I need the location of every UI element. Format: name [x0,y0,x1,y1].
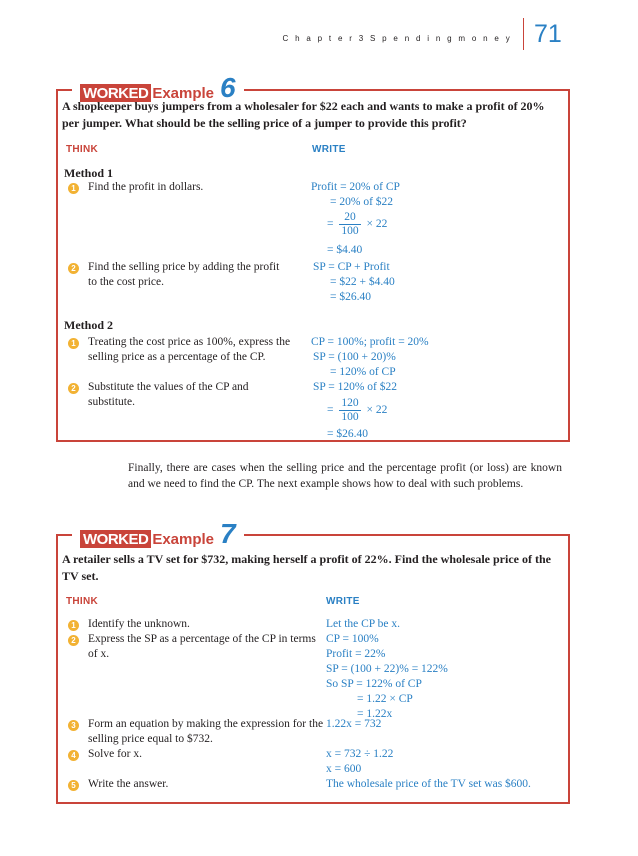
example-number: 6 [220,72,236,103]
step-text: Treating the cost price as 100%, express the selling price as a percentage of the CP. [88,336,291,363]
solution-line: = 20% of $22 [330,196,394,208]
step-text: Substitute the values of the CP and substitute. [88,381,249,408]
worked-example-7-title [72,518,244,548]
step-text: Identify the unknown. [88,618,190,630]
solution-line: Let the CP be x. [326,618,400,630]
header-divider [523,18,524,50]
solution-line: So SP = 122% of CP [326,678,422,690]
solution-line: = $26.40 [330,291,371,303]
solution-line: SP = CP + Profit [313,261,390,273]
step-badge: 2 [68,263,79,274]
numerator: 120 [341,397,359,409]
solution-line: Profit = 20% of CP [311,181,400,193]
solution-line: SP = 120% of $22 [313,381,398,393]
write-heading: WRITE [312,144,346,155]
fraction [339,211,360,238]
step-text: Solve for x. [88,748,142,760]
solution-line: x = 600 [326,763,362,775]
solution-line: Profit = 22% [326,648,386,660]
fraction [339,397,360,424]
step-text: Find the profit in dollars. [88,181,204,193]
solution-line: = 120% of CP [330,366,396,378]
solution-fraction-line [327,397,387,424]
solution-line: SP = (100 + 20)% [313,351,396,363]
method-2-title: Method 2 [64,318,113,332]
think-heading: THINK [66,144,99,155]
example-label: Example [152,531,215,548]
solution-line: = 1.22x [357,708,393,720]
page-header [0,18,638,58]
example-label: Example [152,85,215,102]
solution-line: x = 732 ÷ 1.22 [326,748,394,760]
method-1-title: Method 1 [64,166,113,180]
step-text: Express the SP as a percentage of the CP in terms of x. [88,633,316,660]
step-badge: 2 [68,635,79,646]
equals-sign: = [327,218,334,231]
step-badge: 1 [68,338,79,349]
think-heading: THINK [66,596,99,607]
numerator: 20 [339,211,360,225]
solution-fraction-line [327,211,387,238]
example-6-question: A shopkeeper buys jumpers from a wholesaler for $22 each and wants to make a profit of 20% per jumper. What should be the selling price of a jumper to provide this profit? [62,99,545,130]
step-badge: 3 [68,720,79,731]
step-badge: 4 [68,750,79,761]
worked-label: WORKED [80,530,151,548]
step-badge: 1 [68,183,79,194]
example-7-question: A retailer sells a TV set for $732, making herself a profit of 22%. Find the wholesale price of the TV set. [62,552,551,583]
step-text: Find the selling price by adding the profit to the cost price. [88,261,280,288]
step-text: Form an equation by making the expression for the selling price equal to $732. [88,718,324,745]
worked-label: WORKED [80,84,151,102]
solution-line: = 1.22 × CP [357,693,413,705]
multiplier: × 22 [366,218,388,231]
solution-line: SP = (100 + 22)% = 122% [326,663,448,675]
solution-line: CP = 100% [326,633,379,645]
denominator: 100 [341,225,359,237]
solution-line: = $22 + $4.40 [330,276,395,288]
solution-line: CP = 100%; profit = 20% [311,336,429,348]
equals-sign: = [327,404,334,417]
body-paragraph: Finally, there are cases when the selling price and the percentage profit (or loss) are known and we need to find the CP. The next example shows how to deal with such problems. [128,462,562,490]
multiplier: × 22 [366,404,388,417]
step-text: Write the answer. [88,778,169,790]
step-badge: 1 [68,620,79,631]
step-badge: 5 [68,780,79,791]
solution-line: 1.22x = 732 [326,718,382,730]
solution-line: = $4.40 [327,244,363,256]
page-number: 71 [534,20,562,48]
step-badge: 2 [68,383,79,394]
chapter-title: C h a p t e r 3 S p e n d i n g m o n e y [282,34,512,43]
solution-line: = $26.40 [327,428,368,440]
solution-line: The wholesale price of the TV set was $600. [326,778,531,790]
write-heading: WRITE [326,596,360,607]
denominator: 100 [341,411,359,423]
example-number: 7 [220,518,236,549]
